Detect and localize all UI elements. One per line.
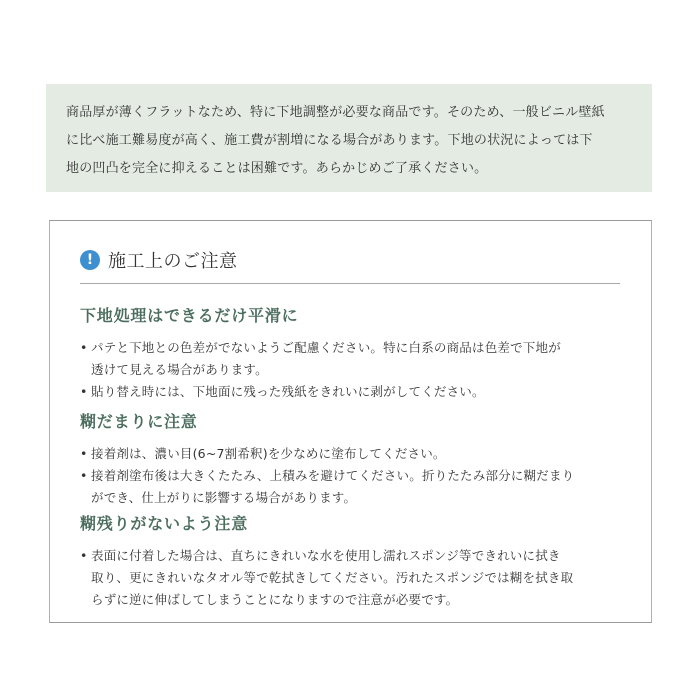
list-item-line: 貼り替え時には、下地面に残った残紙をきれいに剥がしてください。	[91, 384, 485, 399]
bullet-list	[80, 545, 630, 611]
list-item-line: 透けて見える場合があります。	[91, 362, 268, 377]
section-title: 糊だまりに注意	[80, 412, 198, 431]
exclamation-icon: !	[80, 250, 100, 270]
list-item-line: 接着剤は、濃い目(6~7割希釈)を少なめに塗布してください。	[91, 446, 446, 461]
caution-title: 施工上のご注意	[108, 251, 238, 272]
bullet-icon: •	[80, 446, 88, 461]
bullet-icon: •	[80, 468, 88, 483]
section-title: 下地処理はできるだけ平滑に	[80, 306, 299, 325]
list-item-line: パテと下地との色差がでないようご配慮ください。特に白系の商品は色差で下地が	[91, 340, 561, 355]
list-item	[80, 337, 630, 381]
list-item-line: 接着剤塗布後は大きくたたみ、上積みを避けてください。折りたたみ部分に糊だまり	[91, 468, 575, 483]
bullet-icon: •	[80, 384, 88, 399]
header-divider	[80, 283, 620, 284]
list-item	[80, 465, 630, 509]
bullet-icon: •	[80, 548, 88, 563]
notice-line: 地の凹凸を完全に抑えることは困難です。あらかじめご了承ください。	[66, 161, 488, 176]
section-title: 糊残りがないよう注意	[80, 514, 249, 533]
bullet-icon: •	[80, 340, 88, 355]
bullet-list	[80, 443, 630, 509]
section-glue-residue	[80, 513, 630, 611]
notice-line: 商品厚が薄くフラットなため、特に下地調整が必要な商品です。そのため、一般ビニル壁紙	[66, 105, 605, 120]
list-item-line: 表面に付着した場合は、直ちにきれいな水を使用し濡れスポンジ等できれいに拭き	[91, 548, 561, 563]
construction-caution-box	[49, 220, 652, 623]
list-item-line: ができ、仕上がりに影響する場合があります。	[91, 490, 357, 505]
section-glue-pooling	[80, 411, 630, 509]
section-substrate	[80, 305, 630, 403]
product-notice-box	[46, 84, 652, 192]
list-item-line: 取り、更にきれいなタオル等で乾拭きしてください。汚れたスポンジでは糊を拭き取	[91, 570, 574, 585]
list-item	[80, 381, 630, 403]
notice-line: に比べ施工難易度が高く、施工費が割増になる場合があります。下地の状況によっては下	[66, 133, 593, 148]
list-item	[80, 545, 630, 611]
caution-header	[80, 247, 238, 273]
list-item	[80, 443, 630, 465]
list-item-line: らずに逆に伸ばしてしまうことになりますので注意が必要です。	[91, 592, 459, 607]
bullet-list	[80, 337, 630, 403]
